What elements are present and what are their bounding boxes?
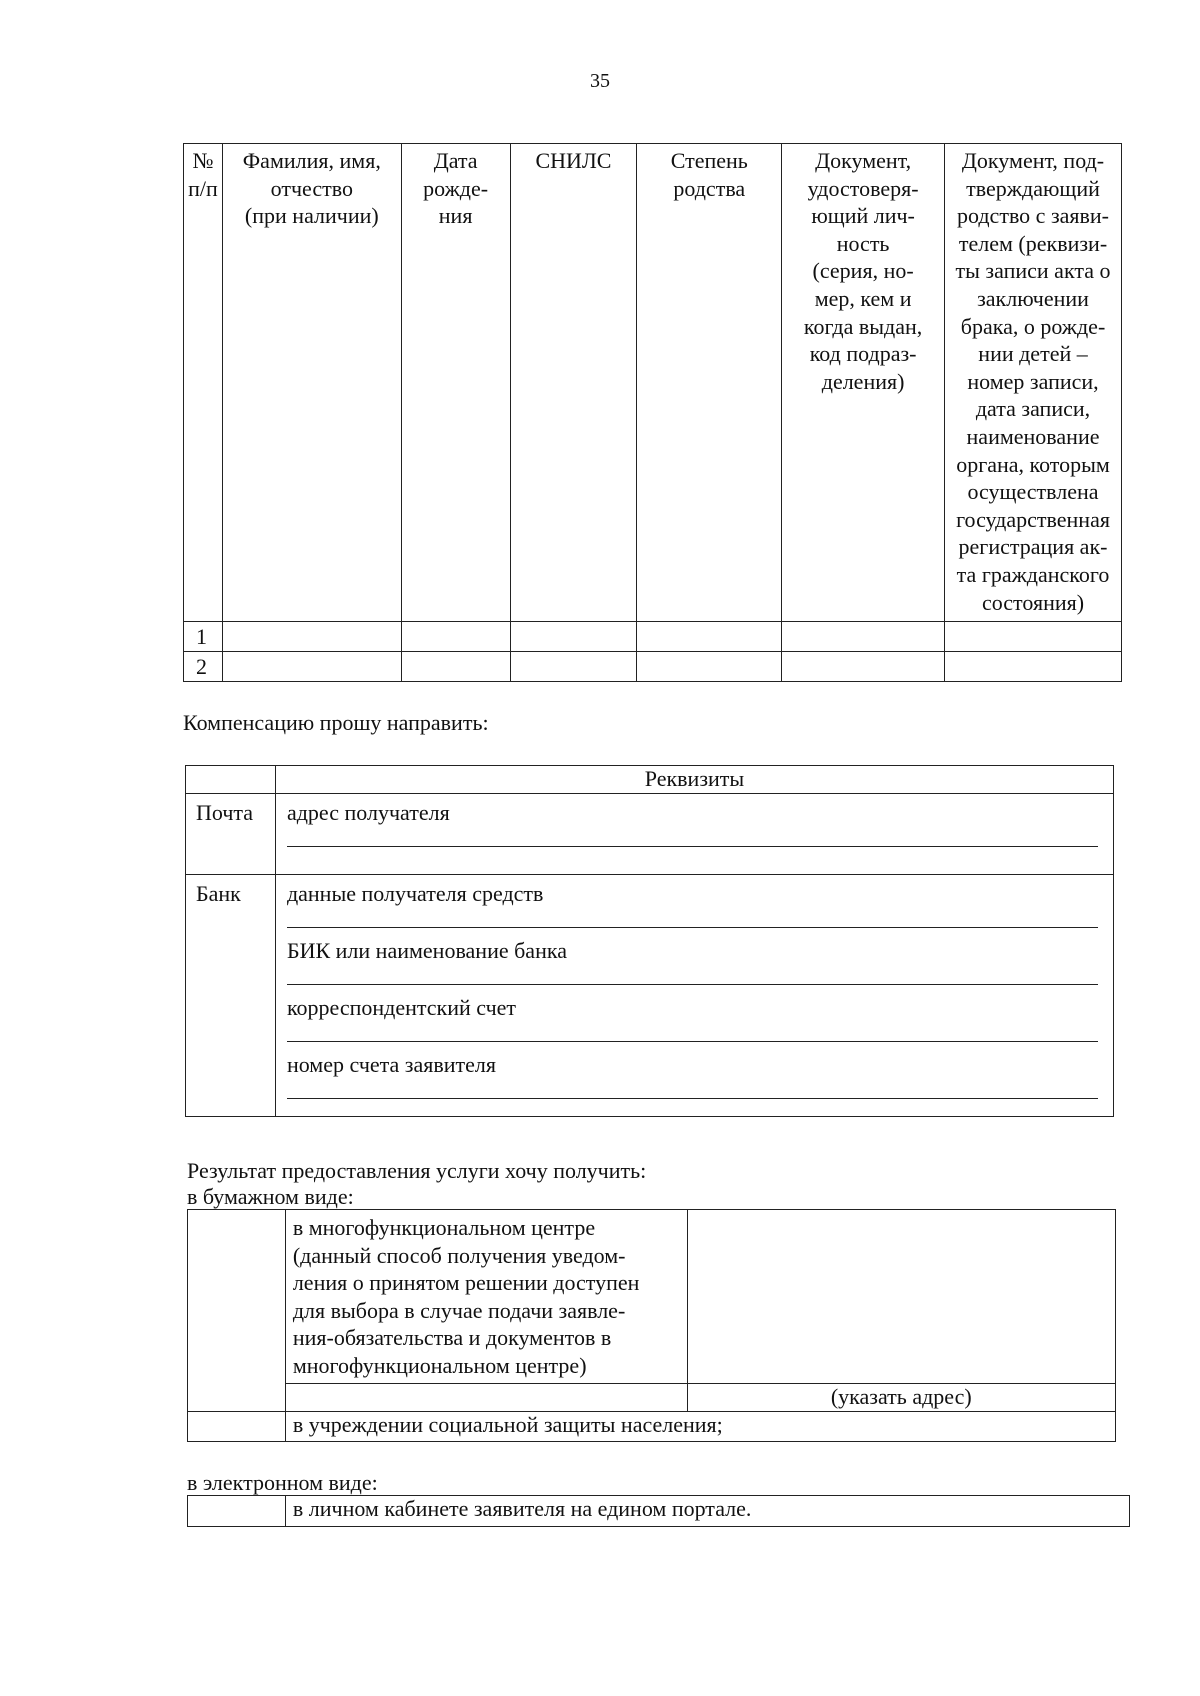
full-name-cell[interactable] bbox=[222, 622, 401, 652]
electronic-label: в электронном виде: bbox=[187, 1470, 378, 1495]
relationship-cell[interactable] bbox=[637, 622, 782, 652]
bank-fields bbox=[275, 875, 1113, 1117]
mail-fields bbox=[275, 794, 1113, 875]
electronic-table bbox=[187, 1495, 1130, 1527]
row-number: 2 bbox=[184, 652, 223, 682]
full-name-cell[interactable] bbox=[222, 652, 401, 682]
header-snils: СНИЛС bbox=[510, 144, 637, 622]
snils-cell[interactable] bbox=[510, 652, 637, 682]
relationship-document-cell[interactable] bbox=[945, 622, 1122, 652]
snils-cell[interactable] bbox=[510, 622, 637, 652]
mfc-option: в многофункциональном центре (данный способ получения уведом- ления о принятом решении доступен для выбора в случае подачи заявле- ния-обязательства и документов в многофункциональном центре) bbox=[285, 1210, 687, 1384]
header-identity-document: Документ, удостоверя- ющий лич- ность (серия, но- мер, кем и когда выдан, код подраз- деления) bbox=[782, 144, 945, 622]
header-relationship: Степень родства bbox=[637, 144, 782, 622]
bank-row bbox=[186, 875, 1114, 1117]
compensation-label: Компенсацию прошу направить: bbox=[183, 710, 489, 735]
social-checkbox-cell[interactable] bbox=[188, 1412, 286, 1442]
requisites-corner-cell bbox=[186, 766, 276, 794]
correspondent-account-label: корреспондентский счет bbox=[286, 995, 517, 1020]
correspondent-account-field[interactable] bbox=[287, 1021, 1098, 1042]
applicant-account-field[interactable] bbox=[287, 1078, 1098, 1099]
birth-date-cell[interactable] bbox=[401, 652, 510, 682]
mfc-row bbox=[188, 1210, 1116, 1384]
recipient-address-label: адрес получателя bbox=[286, 800, 450, 825]
mfc-address-cell[interactable] bbox=[687, 1210, 1115, 1384]
recipient-data-field[interactable] bbox=[287, 907, 1098, 928]
table-row bbox=[184, 652, 1122, 682]
page-number: 35 bbox=[590, 70, 610, 92]
requisites-table bbox=[185, 765, 1114, 1117]
social-option: в учреждении социальной защиты населения; bbox=[285, 1412, 1115, 1442]
social-row bbox=[188, 1412, 1116, 1442]
bik-field[interactable] bbox=[287, 964, 1098, 985]
result-label: Результат предоставления услуги хочу получить: bbox=[187, 1158, 647, 1183]
address-hint-row bbox=[188, 1384, 1116, 1412]
mail-row bbox=[186, 794, 1114, 875]
paper-label: в бумажном виде: bbox=[187, 1184, 354, 1209]
header-relationship-document: Документ, под- тверждающий родство с заяви- телем (реквизи- ты записи акта о заключении брака, о рожде- нии детей – номер записи, дата записи, наименование органа, которым осуществлена государственная регистрация ак- та гражданского состояния) bbox=[945, 144, 1122, 622]
address-hint-empty-cell bbox=[285, 1384, 687, 1412]
paper-table bbox=[187, 1209, 1116, 1442]
bik-label: БИК или наименование банка bbox=[286, 938, 567, 963]
row-number: 1 bbox=[184, 622, 223, 652]
portal-option: в личном кабинете заявителя на едином портале. bbox=[285, 1496, 1129, 1527]
header-birth-date: Дата рожде- ния bbox=[401, 144, 510, 622]
address-hint: (указать адрес) bbox=[687, 1384, 1115, 1412]
recipient-data-label: данные получателя средств bbox=[286, 881, 544, 906]
mfc-checkbox-cell[interactable] bbox=[188, 1210, 286, 1412]
header-number: № п/п bbox=[184, 144, 223, 622]
portal-row bbox=[188, 1496, 1130, 1527]
requisites-header: Реквизиты bbox=[275, 766, 1113, 794]
identity-document-cell[interactable] bbox=[782, 622, 945, 652]
birth-date-cell[interactable] bbox=[401, 622, 510, 652]
relationship-document-cell[interactable] bbox=[945, 652, 1122, 682]
relationship-cell[interactable] bbox=[637, 652, 782, 682]
family-table bbox=[183, 143, 1122, 682]
portal-checkbox-cell[interactable] bbox=[188, 1496, 286, 1527]
recipient-address-field[interactable] bbox=[287, 826, 1098, 847]
family-table-header-row bbox=[184, 144, 1122, 622]
applicant-account-label: номер счета заявителя bbox=[286, 1052, 497, 1077]
table-row bbox=[184, 622, 1122, 652]
requisites-header-row bbox=[186, 766, 1114, 794]
mail-label: Почта bbox=[186, 794, 276, 875]
identity-document-cell[interactable] bbox=[782, 652, 945, 682]
header-full-name: Фамилия, имя, отчество (при наличии) bbox=[222, 144, 401, 622]
bank-label: Банк bbox=[186, 875, 276, 1117]
